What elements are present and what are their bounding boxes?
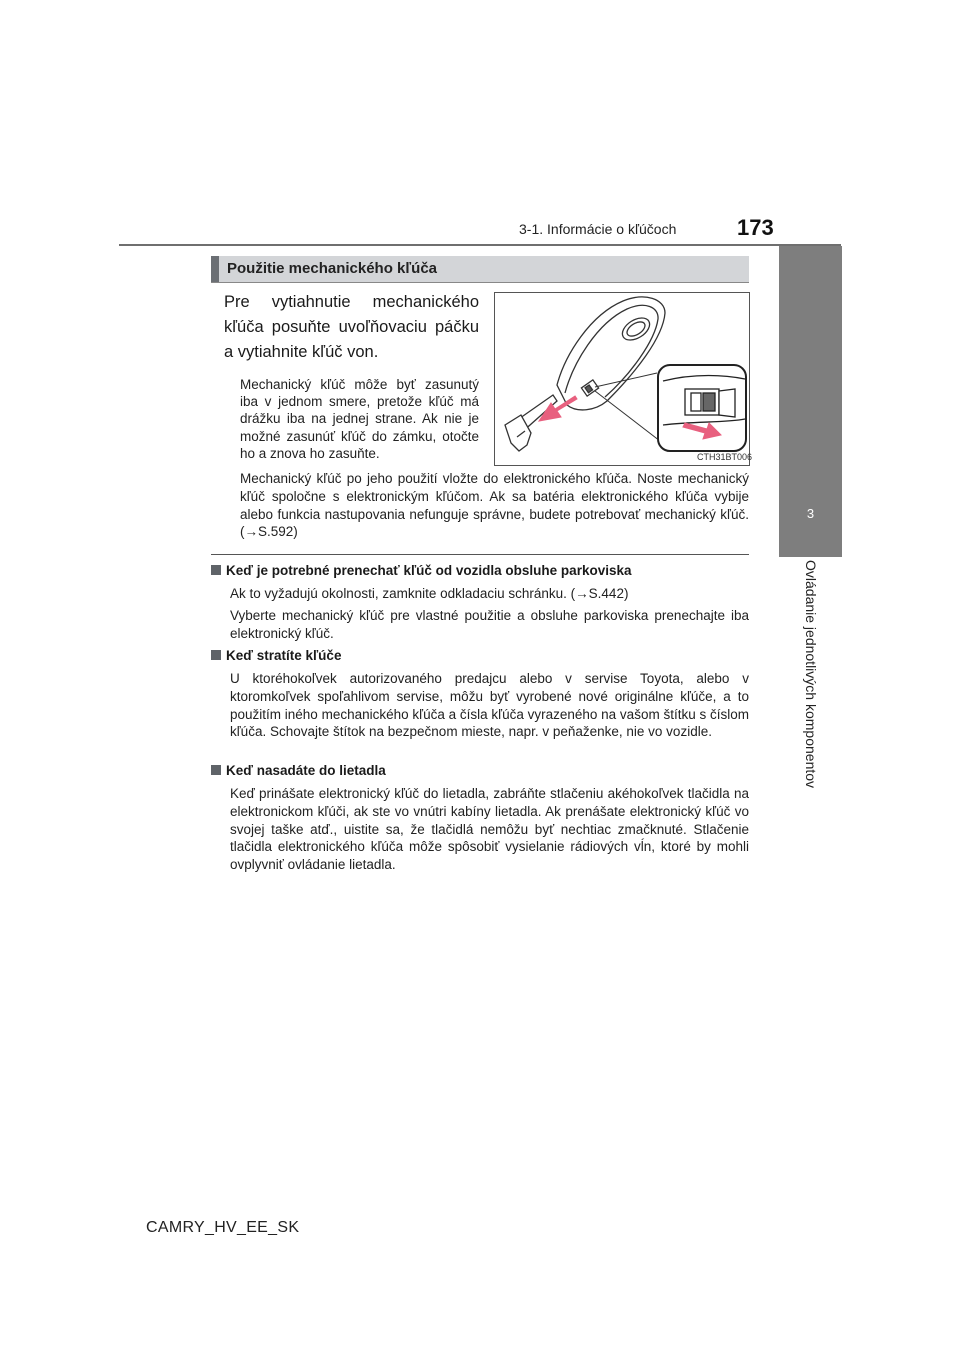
square-bullet-icon bbox=[211, 565, 221, 575]
section-divider bbox=[211, 554, 749, 555]
key-illustration-drawing bbox=[495, 293, 749, 465]
section-underline bbox=[211, 282, 749, 283]
page-number: 173 bbox=[737, 215, 774, 240]
figure-code: CTH31BT006 bbox=[697, 452, 753, 462]
intro-instruction: Pre vytiahnutie mechanického kľúča posuňte uvoľňovaciu páčku a vytiahnite kľúč von. bbox=[224, 293, 479, 361]
chapter-title-container bbox=[779, 560, 842, 850]
airplane-paragraph: Keď prinášate elektronický kľúč do lietadla, zabráňte stlačeniu akéhokoľvek tlačidla na elektronickom kľúči, ak ste vo vnútri kabíny lietadla. Ak prenášate elektronický kľúč vo svojej taške atď., uistite sa, že tlačidlá nemôžu byť nechtiac zmačknuté. Stlačenie tlačidla elektronického kľúča môže spôsobiť vysielanie rádiových vĺn, ktoré by mohli ovplyvniť ovládanie lietadla. bbox=[230, 786, 749, 873]
manual-code: CAMRY_HV_EE_SK bbox=[146, 1219, 300, 1236]
running-header: 3-1. Informácie o kľúčoch bbox=[519, 221, 677, 237]
chapter-number: 3 bbox=[806, 506, 815, 521]
subsection-heading-valet: Keď je potrebné prenechať kľúč od vozidla obsluhe parkoviska bbox=[211, 563, 631, 578]
chapter-tab bbox=[779, 246, 842, 557]
chapter-title: Ovládanie jednotlivých komponentov bbox=[803, 560, 819, 789]
section-title: Použitie mechanického kľúča bbox=[227, 260, 438, 277]
electronic-key-body bbox=[557, 297, 665, 410]
release-lever-closeup bbox=[658, 365, 746, 451]
square-bullet-icon bbox=[211, 650, 221, 660]
header-rule bbox=[119, 244, 841, 246]
valet-paragraph-1: Ak to vyžadujú okolnosti, zamknite odkladaciu schránku. (→S.442) bbox=[230, 586, 629, 601]
subsection-heading-airplane: Keď nasadáte do lietadla bbox=[211, 763, 386, 778]
valet-paragraph-2: Vyberte mechanický kľúč pre vlastné použitie a obsluhe parkoviska prenechajte iba elektronický kľúč. bbox=[230, 608, 749, 641]
section-heading-marker bbox=[211, 256, 219, 282]
usage-note: Mechanický kľúč po jeho použití vložte do elektronického kľúča. Noste mechanický kľúč spoločne s elektronickým kľúčom. Ak sa batéria elektronického kľúča vybije alebo funkcia nastupovania nefunguje správne, budete potrebovať mechanický kľúč. (→S.592) bbox=[240, 471, 749, 540]
intro-note: Mechanický kľúč môže byť zasunutý iba v jednom smere, pretože kľúč má drážku iba na jednej strane. Ak nie je možné zasunúť kľúč do zámku, otočte ho a znova ho zasuňte. bbox=[240, 377, 479, 461]
mechanical-key bbox=[505, 395, 557, 451]
subsection-heading-lost-keys: Keď stratíte kľúče bbox=[211, 648, 341, 663]
key-illustration bbox=[494, 292, 753, 466]
lost-keys-paragraph: U ktoréhokoľvek autorizovaného predajcu alebo v servise Toyota, alebo v ktoromkoľvek spoľahlivom servise, môžu byť vyrobené nové originálne kľúče, a to použitím iného mechanického kľúča a čísla kľúča vyrazeného na vašom štítku s číslom kľúča. Schovajte štítok na bezpečnom mieste, napr. v peňaženke, nie vo vozidle. bbox=[230, 671, 749, 740]
square-bullet-icon bbox=[211, 765, 221, 775]
